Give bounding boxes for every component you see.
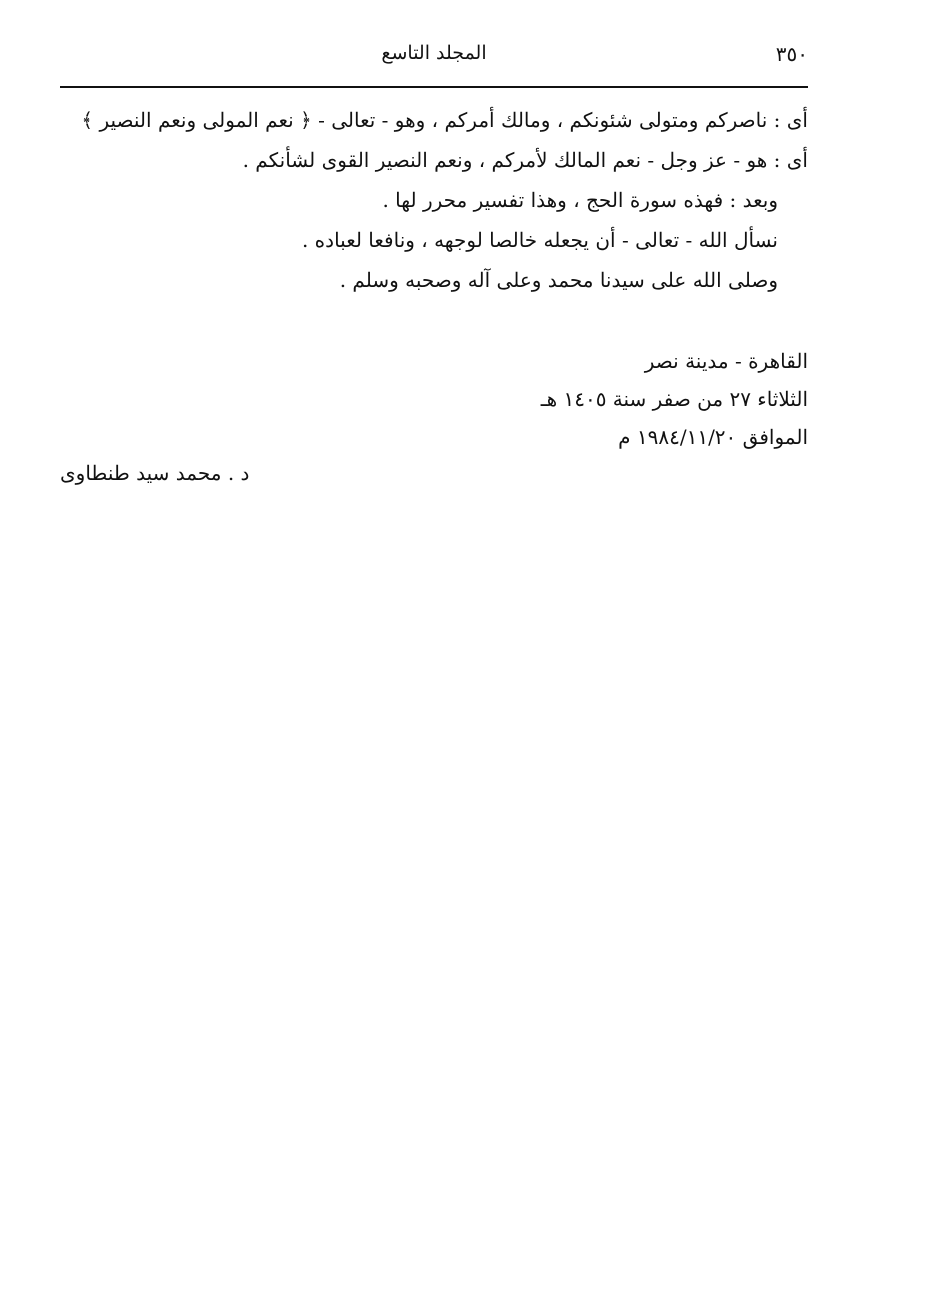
page-number: ٣٥٠ — [775, 42, 808, 66]
place-line: القاهرة - مدينة نصر — [644, 349, 808, 373]
body-line: نسأل الله - تعالى - أن يجعله خالصا لوجهه ، ونافعا لعباده . — [301, 228, 778, 252]
closing-block — [60, 342, 808, 456]
body-line: وصلى الله على سيدنا محمد وعلى آله وصحبه وسلم . — [339, 268, 778, 292]
author-signature: د . محمد سيد طنطاوى — [60, 461, 250, 485]
body-line: أى : ناصركم ومتولى شئونكم ، ومالك أمركم ، وهو - تعالى - ﴿ نعم المولى ونعم النصير ﴾ — [81, 108, 808, 132]
hijri-date-line: الثلاثاء ٢٧ من صفر سنة ١٤٠٥ هـ — [540, 387, 808, 411]
body-text — [60, 100, 808, 300]
body-line: أى : هو - عز وجل - نعم المالك لأمركم ، ونعم النصير القوى لشأنكم . — [242, 148, 808, 172]
page-header — [60, 40, 808, 88]
running-title: المجلد التاسع — [381, 42, 487, 64]
body-line: وبعد : فهذه سورة الحج ، وهذا تفسير محرر لها . — [382, 188, 778, 212]
gregorian-date-line: الموافق ١٩٨٤/١١/٢٠ م — [618, 425, 808, 449]
